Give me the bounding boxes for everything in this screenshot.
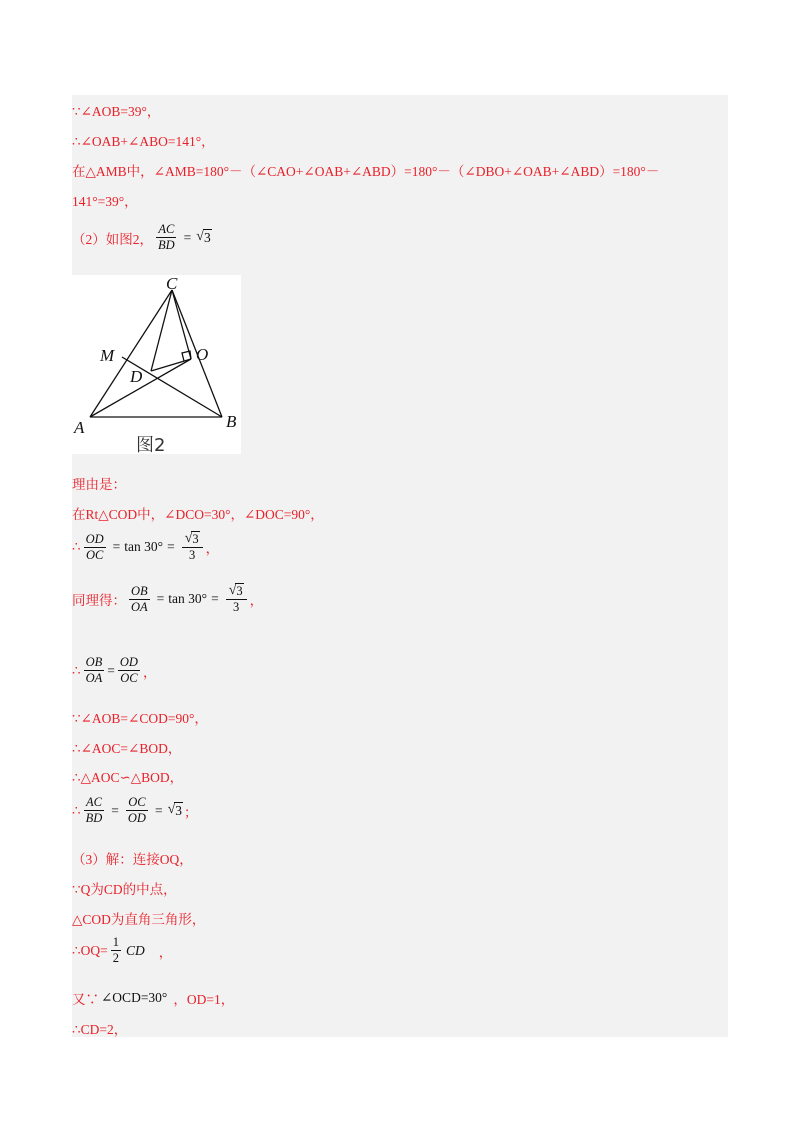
label-m: M — [100, 346, 115, 365]
line-ac-bd-result: ∴ $\frac{AC}{BD}$ = $\frac{OC}{OD}$ = √ 3 ； — [72, 795, 198, 825]
line-ob-oa: 同理得： $\frac{OB}{OA}$ = tan 30° = √ 3 3 ， — [72, 583, 264, 614]
line-od-oc: ∴ $\frac{OD}{OC}$ = tan 30° = √ 3 3 ， — [72, 531, 220, 562]
line-ocd-od: 又∵ ∠OCD=30° ，OD=1， — [72, 990, 235, 1007]
line-oq-half-cd: ∴OQ= $\frac{1}{2}$ CD ， — [72, 935, 173, 965]
segment-do — [151, 359, 191, 371]
figure-caption: 图2 — [136, 435, 166, 454]
segment-dc — [151, 290, 172, 371]
segment-co — [172, 290, 191, 359]
line-reason: 理由是： — [72, 477, 126, 492]
fraction-ac-bd: $\frac{AC}{BD}$ — [158, 222, 175, 252]
line-rt-cod: 在Rt△COD中，∠DCO=30°，∠DOC=90°， — [72, 507, 324, 522]
line-right-triangle: △COD为直角三角形， — [72, 912, 206, 927]
label-c: C — [166, 275, 178, 293]
line-angle-sum: ∴∠OAB+∠ABO=141°， — [72, 134, 215, 149]
sqrt-three: √ 3 — [196, 229, 211, 245]
line-ratio-equal: ∴ $\frac{OB}{OA}$ = $\frac{OD}{OC}$ ， — [72, 655, 157, 685]
label-a: A — [74, 418, 85, 437]
line-right-angles: ∵∠AOB=∠COD=90°， — [72, 711, 208, 726]
line-part3: （3）解：连接OQ， — [72, 852, 193, 867]
line-midpoint: ∵Q为CD的中点， — [72, 882, 177, 897]
line-angle-result: 141°=39°， — [72, 194, 138, 209]
label-b: B — [226, 412, 237, 431]
label-d: D — [130, 367, 143, 386]
part2-intro: （2）如图2， $\frac{AC}{BD}$ = √ 3 — [72, 222, 211, 252]
line-angle-amb: 在△AMB中，∠AMB=180°－（∠CAO+∠OAB+∠ABD）=180°－（∠DBO+∠OAB+∠ABD）=180°－ — [72, 164, 660, 179]
line-similar: ∴△AOC∽△BOD， — [72, 770, 184, 785]
figure-2 — [72, 275, 241, 454]
line-equal-angles: ∴∠AOC=∠BOD， — [72, 741, 182, 756]
segment-mb — [122, 357, 222, 417]
line-cd-value: ∴CD=2， — [72, 1022, 128, 1037]
line-angle-aob: ∵∠AOB=39°， — [72, 104, 161, 119]
label-o: O — [196, 345, 209, 364]
